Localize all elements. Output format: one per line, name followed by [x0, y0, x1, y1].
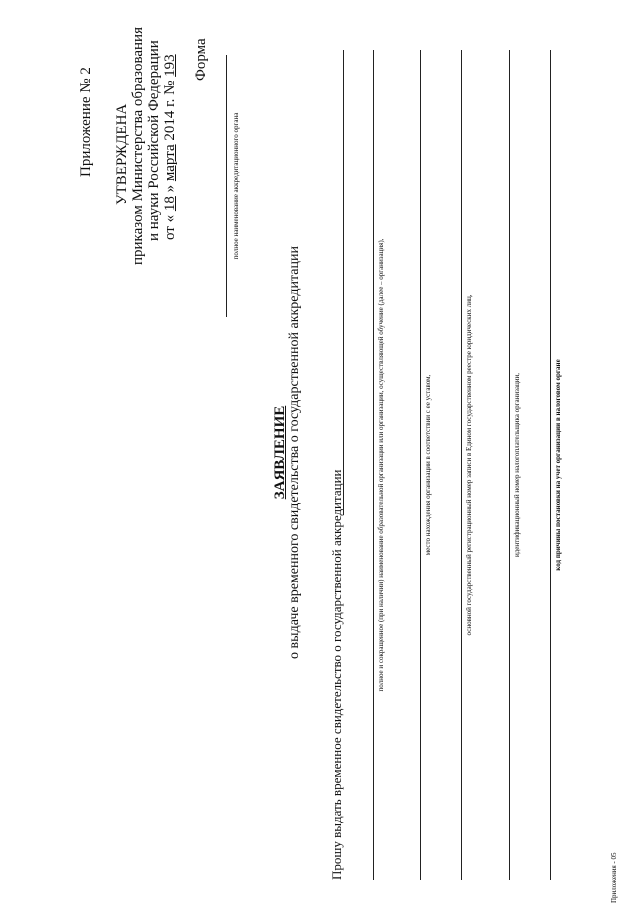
footer-label: Приложения - 05	[610, 852, 618, 903]
authority-caption: полное наименование аккредитационного органа	[232, 112, 240, 260]
approved-label: УТВЕРЖДЕНА	[114, 103, 130, 205]
date-mid: »	[162, 184, 178, 193]
field-line-1	[373, 50, 374, 880]
date-year: 2014 г.	[162, 98, 178, 141]
field-caption-kpp: код причины постановки на учет организации в налоговом органе	[554, 359, 562, 571]
field-line-3	[461, 50, 462, 880]
form-label: Форма	[193, 38, 209, 81]
date-day: 18	[162, 196, 178, 212]
request-text: Прошу выдать временное свидетельство о государственной аккредитации	[329, 469, 344, 880]
document-subtitle: о выдаче временного свидетельства о государственной аккредитации	[287, 246, 302, 659]
authority-line	[226, 55, 227, 317]
field-line-4	[509, 50, 510, 880]
field-caption-ogrn: основной государственный регистрационный номер записи в Едином государственном реестре юридических лиц,	[465, 294, 473, 636]
approved-by-line2: и науки Российской Федерации	[146, 40, 162, 241]
appendix-label: Приложение № 2	[78, 67, 94, 177]
request-fill-line	[343, 50, 344, 515]
document-title: ЗАЯВЛЕНИЕ	[272, 405, 288, 500]
field-caption-inn: идентификационный номер налогоплательщика организации,	[513, 373, 521, 557]
order-number: 193	[162, 54, 178, 77]
approved-by-line1: приказом Министерства образования	[130, 27, 146, 265]
field-line-2	[420, 50, 421, 880]
date-month: марта	[162, 144, 178, 182]
field-caption-org-name: полное и сокращенное (при наличии) наименование образовательной организации или организации, осуществляющей обучение (далее – организация),	[377, 238, 385, 692]
approval-date	[162, 54, 179, 240]
date-prefix: от «	[162, 214, 178, 240]
field-caption-location: место нахождения организации в соответствии с ее уставом,	[424, 374, 432, 556]
order-number-prefix: №	[162, 80, 178, 95]
field-line-5	[550, 50, 551, 880]
